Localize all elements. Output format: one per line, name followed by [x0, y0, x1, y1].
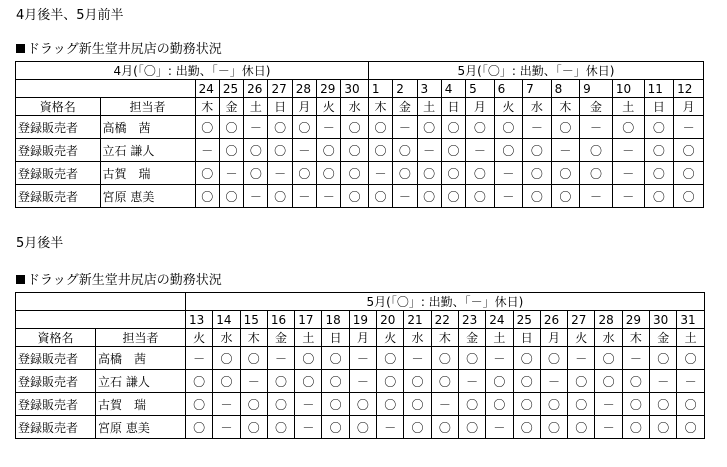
attendance-cell: 〇: [195, 185, 219, 208]
weekday-cell: 水: [341, 98, 369, 116]
attendance-cell: 〇: [292, 162, 316, 185]
attendance-cell: 〇: [368, 139, 392, 162]
weekday-row: [16, 98, 704, 116]
weekday-cell: 金: [219, 98, 243, 116]
attendance-cell: －: [458, 370, 485, 393]
attendance-cell: 〇: [431, 370, 458, 393]
attendance-cell: －: [595, 416, 622, 439]
day-number-cell: 5: [466, 80, 495, 98]
table-row: [16, 162, 704, 185]
attendance-cell: 〇: [368, 185, 392, 208]
attendance-cell: －: [317, 116, 341, 139]
attendance-cell: －: [368, 162, 392, 185]
day-number-cell: 28: [292, 80, 316, 98]
attendance-cell: 〇: [349, 416, 376, 439]
weekday-cell: 土: [486, 329, 513, 347]
attendance-cell: 〇: [513, 370, 540, 393]
day-number-cell: 4: [441, 80, 465, 98]
column-header-role: 資格名: [16, 329, 96, 347]
attendance-cell: 〇: [580, 139, 613, 162]
attendance-cell: －: [568, 347, 595, 370]
attendance-cell: －: [580, 185, 613, 208]
attendance-cell: 〇: [295, 370, 322, 393]
day-number-cell: 27: [568, 311, 595, 329]
attendance-cell: 〇: [349, 393, 376, 416]
weekday-cell: 金: [650, 329, 677, 347]
weekday-cell: 水: [595, 329, 622, 347]
day-number-cell: 12: [674, 80, 704, 98]
attendance-cell: 〇: [622, 393, 649, 416]
attendance-cell: －: [494, 185, 523, 208]
attendance-cell: 〇: [674, 139, 704, 162]
day-number-cell: 9: [580, 80, 613, 98]
schedule-table-section2: [15, 292, 705, 439]
attendance-cell: 〇: [377, 370, 404, 393]
attendance-cell: 〇: [595, 347, 622, 370]
weekday-cell: 火: [186, 329, 213, 347]
attendance-cell: 〇: [568, 416, 595, 439]
weekday-cell: 木: [622, 329, 649, 347]
role-cell: 登録販売者: [16, 416, 96, 439]
blank-header-cell: [16, 80, 196, 98]
role-cell: 登録販売者: [16, 185, 101, 208]
attendance-cell: 〇: [650, 416, 677, 439]
weekday-cell: 木: [431, 329, 458, 347]
attendance-cell: 〇: [523, 185, 552, 208]
attendance-cell: 〇: [523, 162, 552, 185]
square-bullet-icon: [16, 275, 25, 284]
attendance-cell: －: [540, 370, 567, 393]
attendance-cell: －: [650, 370, 677, 393]
weekday-cell: 土: [612, 98, 644, 116]
table-row: [16, 185, 704, 208]
attendance-cell: －: [393, 116, 417, 139]
section2-shop-title-text: ドラッグ新生堂井尻店の勤務状況: [27, 273, 222, 288]
attendance-cell: 〇: [268, 116, 292, 139]
day-number-cell: 17: [295, 311, 322, 329]
attendance-cell: 〇: [458, 416, 485, 439]
attendance-cell: 〇: [186, 370, 213, 393]
day-number-cell: 27: [268, 80, 292, 98]
weekday-cell: 金: [393, 98, 417, 116]
attendance-cell: 〇: [650, 347, 677, 370]
attendance-cell: 〇: [458, 347, 485, 370]
attendance-cell: 〇: [644, 162, 674, 185]
day-number-cell: 29: [622, 311, 649, 329]
attendance-cell: －: [417, 139, 441, 162]
weekday-cell: 土: [295, 329, 322, 347]
attendance-cell: 〇: [317, 162, 341, 185]
day-number-cell: 20: [377, 311, 404, 329]
attendance-cell: 〇: [417, 162, 441, 185]
table-row: [16, 347, 705, 370]
table-row: [16, 116, 704, 139]
day-number-cell: 10: [612, 80, 644, 98]
attendance-cell: 〇: [417, 116, 441, 139]
attendance-cell: －: [244, 116, 268, 139]
attendance-cell: 〇: [322, 416, 349, 439]
weekday-cell: 日: [322, 329, 349, 347]
attendance-cell: 〇: [494, 139, 523, 162]
attendance-cell: 〇: [393, 162, 417, 185]
attendance-cell: 〇: [644, 185, 674, 208]
person-cell: 高橋 茜: [96, 347, 186, 370]
attendance-cell: 〇: [219, 116, 243, 139]
attendance-cell: －: [494, 162, 523, 185]
attendance-cell: 〇: [240, 347, 267, 370]
attendance-cell: 〇: [513, 393, 540, 416]
role-cell: 登録販売者: [16, 347, 96, 370]
weekday-cell: 日: [441, 98, 465, 116]
attendance-cell: －: [431, 393, 458, 416]
attendance-cell: －: [551, 139, 580, 162]
attendance-cell: 〇: [674, 185, 704, 208]
attendance-cell: 〇: [458, 393, 485, 416]
day-number-cell: 28: [595, 311, 622, 329]
attendance-cell: 〇: [393, 139, 417, 162]
attendance-cell: 〇: [240, 393, 267, 416]
weekday-cell: 木: [195, 98, 219, 116]
attendance-cell: 〇: [431, 416, 458, 439]
attendance-cell: 〇: [186, 416, 213, 439]
role-cell: 登録販売者: [16, 162, 101, 185]
attendance-cell: －: [267, 347, 294, 370]
weekday-cell: 日: [268, 98, 292, 116]
attendance-cell: 〇: [622, 416, 649, 439]
attendance-cell: 〇: [244, 139, 268, 162]
person-cell: 高橋 茜: [100, 116, 195, 139]
attendance-cell: 〇: [595, 370, 622, 393]
attendance-cell: －: [466, 139, 495, 162]
day-number-cell: 18: [322, 311, 349, 329]
attendance-cell: 〇: [677, 416, 705, 439]
attendance-cell: 〇: [441, 139, 465, 162]
attendance-cell: －: [349, 370, 376, 393]
role-cell: 登録販売者: [16, 370, 96, 393]
day-number-cell: 29: [317, 80, 341, 98]
table-row: [16, 370, 705, 393]
attendance-cell: 〇: [267, 416, 294, 439]
attendance-cell: 〇: [322, 347, 349, 370]
attendance-cell: 〇: [317, 139, 341, 162]
column-header-person: 担当者: [100, 98, 195, 116]
day-number-row: [16, 80, 704, 98]
weekday-cell: 火: [377, 329, 404, 347]
attendance-cell: 〇: [513, 347, 540, 370]
attendance-cell: 〇: [580, 162, 613, 185]
person-cell: 宮原 恵美: [100, 185, 195, 208]
attendance-cell: －: [295, 416, 322, 439]
attendance-cell: 〇: [466, 185, 495, 208]
day-number-cell: 21: [404, 311, 431, 329]
role-cell: 登録販売者: [16, 139, 101, 162]
attendance-cell: 〇: [551, 116, 580, 139]
day-number-row: [16, 311, 705, 329]
attendance-cell: 〇: [513, 416, 540, 439]
attendance-cell: 〇: [494, 116, 523, 139]
attendance-cell: 〇: [341, 185, 369, 208]
attendance-cell: 〇: [540, 347, 567, 370]
month-header-may: 5月(「〇」: 出勤、「－」休日): [368, 62, 703, 80]
attendance-cell: －: [486, 347, 513, 370]
attendance-cell: 〇: [466, 116, 495, 139]
person-cell: 立石 謙人: [96, 370, 186, 393]
attendance-cell: －: [622, 347, 649, 370]
attendance-cell: 〇: [322, 393, 349, 416]
attendance-cell: －: [219, 162, 243, 185]
attendance-cell: 〇: [195, 116, 219, 139]
weekday-cell: 木: [368, 98, 392, 116]
weekday-cell: 金: [580, 98, 613, 116]
attendance-cell: 〇: [568, 393, 595, 416]
day-number-cell: 7: [523, 80, 552, 98]
column-header-person: 担当者: [96, 329, 186, 347]
weekday-cell: 水: [213, 329, 240, 347]
attendance-cell: 〇: [244, 162, 268, 185]
day-number-cell: 23: [458, 311, 485, 329]
person-cell: 古賀 瑞: [100, 162, 195, 185]
weekday-cell: 土: [677, 329, 705, 347]
attendance-cell: －: [244, 185, 268, 208]
day-number-cell: 24: [486, 311, 513, 329]
attendance-cell: 〇: [540, 393, 567, 416]
attendance-cell: 〇: [377, 347, 404, 370]
role-cell: 登録販売者: [16, 116, 101, 139]
weekday-cell: 水: [404, 329, 431, 347]
attendance-cell: 〇: [377, 393, 404, 416]
day-number-cell: 22: [431, 311, 458, 329]
attendance-cell: 〇: [341, 162, 369, 185]
attendance-cell: －: [268, 162, 292, 185]
day-number-cell: 26: [540, 311, 567, 329]
weekday-cell: 月: [292, 98, 316, 116]
table-row: [16, 393, 705, 416]
month-header-april: 4月(「〇」: 出勤、「－」休日): [16, 62, 369, 80]
attendance-cell: 〇: [417, 185, 441, 208]
attendance-cell: －: [195, 139, 219, 162]
attendance-cell: －: [292, 139, 316, 162]
day-number-cell: 13: [186, 311, 213, 329]
attendance-cell: 〇: [431, 347, 458, 370]
attendance-cell: 〇: [644, 116, 674, 139]
attendance-cell: 〇: [341, 139, 369, 162]
attendance-cell: －: [595, 393, 622, 416]
weekday-cell: 日: [644, 98, 674, 116]
attendance-cell: 〇: [644, 139, 674, 162]
section2-shop-title: [16, 273, 222, 289]
column-header-role: 資格名: [16, 98, 101, 116]
attendance-cell: 〇: [441, 185, 465, 208]
attendance-cell: 〇: [292, 116, 316, 139]
role-cell: 登録販売者: [16, 393, 96, 416]
month-header-row: [16, 293, 705, 311]
section1-shop-title: [16, 42, 222, 58]
attendance-cell: 〇: [568, 370, 595, 393]
day-number-cell: 30: [650, 311, 677, 329]
weekday-cell: 火: [568, 329, 595, 347]
weekday-cell: 月: [540, 329, 567, 347]
attendance-cell: 〇: [195, 162, 219, 185]
attendance-cell: 〇: [368, 116, 392, 139]
section2-heading: 5月後半: [16, 236, 64, 251]
section1-shop-title-text: ドラッグ新生堂井尻店の勤務状況: [27, 42, 222, 57]
day-number-cell: 24: [195, 80, 219, 98]
square-bullet-icon: [16, 44, 25, 53]
schedule-table-section1: [15, 61, 704, 208]
attendance-cell: －: [404, 347, 431, 370]
attendance-cell: 〇: [240, 416, 267, 439]
weekday-cell: 月: [466, 98, 495, 116]
attendance-cell: －: [213, 393, 240, 416]
day-number-cell: 1: [368, 80, 392, 98]
weekday-cell: 土: [244, 98, 268, 116]
table-row: [16, 416, 705, 439]
person-cell: 古賀 瑞: [96, 393, 186, 416]
attendance-cell: 〇: [622, 370, 649, 393]
attendance-cell: 〇: [267, 370, 294, 393]
day-number-cell: 6: [494, 80, 523, 98]
attendance-cell: －: [677, 370, 705, 393]
attendance-cell: 〇: [268, 185, 292, 208]
blank-header-cell: [16, 311, 186, 329]
day-number-cell: 30: [341, 80, 369, 98]
day-number-cell: 3: [417, 80, 441, 98]
attendance-cell: －: [612, 162, 644, 185]
blank-header-cell: [16, 293, 186, 311]
day-number-cell: 14: [213, 311, 240, 329]
section1-heading: 4月後半、5月前半: [16, 8, 124, 23]
attendance-cell: 〇: [551, 185, 580, 208]
attendance-cell: 〇: [523, 139, 552, 162]
attendance-cell: 〇: [295, 347, 322, 370]
attendance-cell: －: [393, 185, 417, 208]
weekday-cell: 金: [458, 329, 485, 347]
attendance-cell: －: [674, 116, 704, 139]
attendance-cell: 〇: [551, 162, 580, 185]
day-number-cell: 15: [240, 311, 267, 329]
attendance-cell: 〇: [404, 416, 431, 439]
attendance-cell: 〇: [674, 162, 704, 185]
attendance-cell: 〇: [186, 393, 213, 416]
attendance-cell: －: [580, 116, 613, 139]
attendance-cell: 〇: [341, 116, 369, 139]
attendance-cell: －: [377, 416, 404, 439]
weekday-cell: 火: [317, 98, 341, 116]
attendance-cell: 〇: [219, 139, 243, 162]
attendance-cell: －: [612, 139, 644, 162]
weekday-cell: 月: [349, 329, 376, 347]
person-cell: 宮原 恵美: [96, 416, 186, 439]
attendance-cell: －: [612, 185, 644, 208]
attendance-cell: －: [213, 416, 240, 439]
weekday-cell: 火: [494, 98, 523, 116]
attendance-cell: －: [240, 370, 267, 393]
attendance-cell: 〇: [404, 370, 431, 393]
attendance-cell: 〇: [213, 347, 240, 370]
attendance-cell: －: [317, 185, 341, 208]
attendance-cell: －: [186, 347, 213, 370]
weekday-cell: 月: [674, 98, 704, 116]
day-number-cell: 11: [644, 80, 674, 98]
attendance-cell: 〇: [540, 416, 567, 439]
attendance-cell: 〇: [650, 393, 677, 416]
attendance-cell: 〇: [219, 185, 243, 208]
attendance-cell: 〇: [677, 347, 705, 370]
day-number-cell: 16: [267, 311, 294, 329]
month-header-row: [16, 62, 704, 80]
weekday-cell: 水: [523, 98, 552, 116]
day-number-cell: 8: [551, 80, 580, 98]
attendance-cell: 〇: [322, 370, 349, 393]
attendance-cell: 〇: [404, 393, 431, 416]
attendance-cell: －: [486, 416, 513, 439]
attendance-cell: 〇: [677, 393, 705, 416]
attendance-cell: 〇: [466, 162, 495, 185]
weekday-cell: 木: [551, 98, 580, 116]
attendance-cell: 〇: [213, 370, 240, 393]
attendance-cell: 〇: [268, 139, 292, 162]
attendance-cell: －: [349, 347, 376, 370]
day-number-cell: 31: [677, 311, 705, 329]
weekday-cell: 金: [267, 329, 294, 347]
weekday-row: [16, 329, 705, 347]
day-number-cell: 25: [219, 80, 243, 98]
month-header-may: 5月(「〇」: 出勤、「－」休日): [186, 293, 705, 311]
attendance-cell: 〇: [486, 370, 513, 393]
table-row: [16, 139, 704, 162]
day-number-cell: 26: [244, 80, 268, 98]
day-number-cell: 2: [393, 80, 417, 98]
attendance-cell: －: [295, 393, 322, 416]
person-cell: 立石 謙人: [100, 139, 195, 162]
attendance-cell: 〇: [486, 393, 513, 416]
attendance-cell: 〇: [441, 162, 465, 185]
weekday-cell: 日: [513, 329, 540, 347]
attendance-cell: 〇: [612, 116, 644, 139]
weekday-cell: 土: [417, 98, 441, 116]
attendance-cell: 〇: [267, 393, 294, 416]
day-number-cell: 25: [513, 311, 540, 329]
weekday-cell: 木: [240, 329, 267, 347]
day-number-cell: 19: [349, 311, 376, 329]
attendance-cell: －: [292, 185, 316, 208]
attendance-cell: 〇: [441, 116, 465, 139]
attendance-cell: －: [523, 116, 552, 139]
